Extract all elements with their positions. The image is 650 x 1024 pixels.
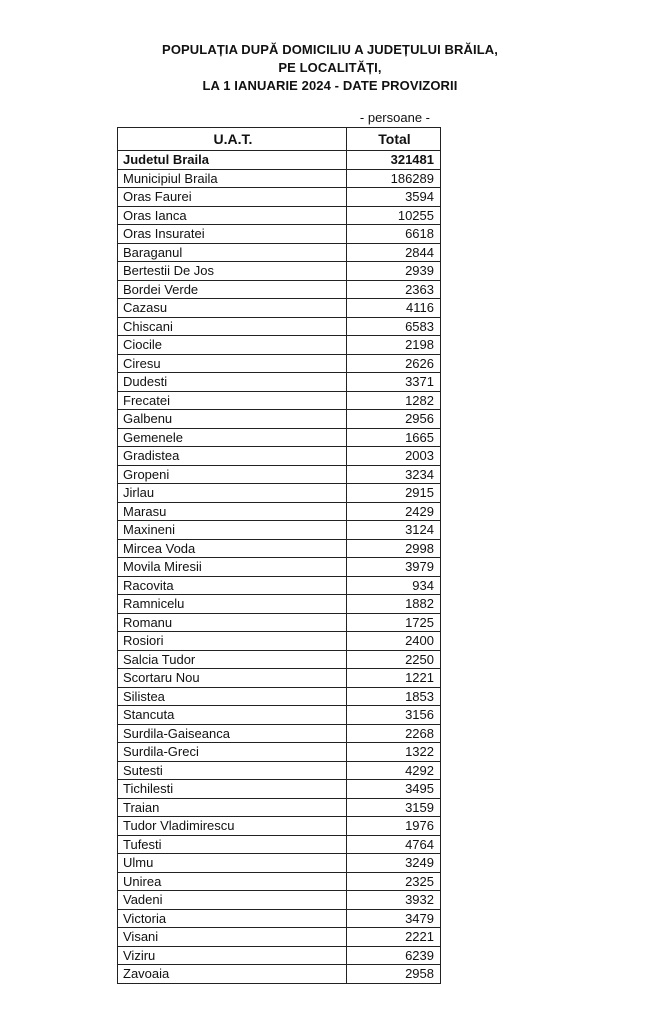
total-value-cell: 2626 <box>347 354 441 373</box>
total-value-cell: 2958 <box>347 965 441 984</box>
total-value-cell: 4292 <box>347 761 441 780</box>
table-row <box>118 891 441 910</box>
table-row <box>118 595 441 614</box>
total-value-cell: 2939 <box>347 262 441 281</box>
table-body <box>118 151 441 984</box>
table-row <box>118 299 441 318</box>
unit-note: - persoane - <box>359 110 430 125</box>
uat-name-cell: Gemenele <box>118 428 347 447</box>
total-value-cell: 3594 <box>347 188 441 207</box>
total-value-cell: 2325 <box>347 872 441 891</box>
header-total: Total <box>347 128 441 151</box>
table-row <box>118 373 441 392</box>
uat-name-cell: Unirea <box>118 872 347 891</box>
total-value-cell: 3479 <box>347 909 441 928</box>
table-row <box>118 336 441 355</box>
uat-name-cell: Racovita <box>118 576 347 595</box>
table-row <box>118 687 441 706</box>
uat-name-cell: Judetul Braila <box>118 151 347 170</box>
table-row <box>118 613 441 632</box>
total-value-cell: 3124 <box>347 521 441 540</box>
total-value-cell: 2221 <box>347 928 441 947</box>
total-value-cell: 2268 <box>347 724 441 743</box>
uat-name-cell: Stancuta <box>118 706 347 725</box>
uat-name-cell: Scortaru Nou <box>118 669 347 688</box>
population-table <box>117 127 441 984</box>
table-row <box>118 151 441 170</box>
uat-name-cell: Bordei Verde <box>118 280 347 299</box>
document-title-line-2: PE LOCALITĂȚI, <box>278 60 382 75</box>
total-value-cell: 1976 <box>347 817 441 836</box>
total-value-cell: 1725 <box>347 613 441 632</box>
uat-name-cell: Gradistea <box>118 447 347 466</box>
total-value-cell: 6239 <box>347 946 441 965</box>
table-row <box>118 761 441 780</box>
total-value-cell: 1853 <box>347 687 441 706</box>
table-row <box>118 669 441 688</box>
table-row <box>118 465 441 484</box>
table-row <box>118 965 441 984</box>
uat-name-cell: Silistea <box>118 687 347 706</box>
uat-name-cell: Salcia Tudor <box>118 650 347 669</box>
total-value-cell: 2400 <box>347 632 441 651</box>
table-row <box>118 817 441 836</box>
uat-name-cell: Surdila-Greci <box>118 743 347 762</box>
total-value-cell: 3371 <box>347 373 441 392</box>
total-value-cell: 3249 <box>347 854 441 873</box>
total-value-cell: 3234 <box>347 465 441 484</box>
total-value-cell: 2198 <box>347 336 441 355</box>
total-value-cell: 3932 <box>347 891 441 910</box>
table-row <box>118 558 441 577</box>
table-row <box>118 798 441 817</box>
table-row <box>118 484 441 503</box>
uat-name-cell: Ciocile <box>118 336 347 355</box>
table-row <box>118 632 441 651</box>
table-row <box>118 262 441 281</box>
uat-name-cell: Maxineni <box>118 521 347 540</box>
total-value-cell: 2250 <box>347 650 441 669</box>
table-row <box>118 206 441 225</box>
uat-name-cell: Chiscani <box>118 317 347 336</box>
uat-name-cell: Ciresu <box>118 354 347 373</box>
uat-name-cell: Baraganul <box>118 243 347 262</box>
table-row <box>118 854 441 873</box>
table-row <box>118 650 441 669</box>
uat-name-cell: Rosiori <box>118 632 347 651</box>
uat-name-cell: Surdila-Gaiseanca <box>118 724 347 743</box>
total-value-cell: 2363 <box>347 280 441 299</box>
uat-name-cell: Gropeni <box>118 465 347 484</box>
uat-name-cell: Oras Ianca <box>118 206 347 225</box>
uat-name-cell: Romanu <box>118 613 347 632</box>
table-row <box>118 946 441 965</box>
uat-name-cell: Frecatei <box>118 391 347 410</box>
table-row <box>118 872 441 891</box>
table-row <box>118 502 441 521</box>
uat-name-cell: Oras Insuratei <box>118 225 347 244</box>
table-header-row <box>118 128 441 151</box>
total-value-cell: 2003 <box>347 447 441 466</box>
table-row <box>118 169 441 188</box>
total-value-cell: 1882 <box>347 595 441 614</box>
header-uat: U.A.T. <box>118 128 347 151</box>
uat-name-cell: Movila Miresii <box>118 558 347 577</box>
total-value-cell: 2429 <box>347 502 441 521</box>
table-row <box>118 835 441 854</box>
uat-name-cell: Cazasu <box>118 299 347 318</box>
total-value-cell: 321481 <box>347 151 441 170</box>
document-title-line-1: POPULAȚIA DUPĂ DOMICILIU A JUDEȚULUI BRĂILA, <box>162 42 498 57</box>
uat-name-cell: Jirlau <box>118 484 347 503</box>
uat-name-cell: Vadeni <box>118 891 347 910</box>
uat-name-cell: Municipiul Braila <box>118 169 347 188</box>
total-value-cell: 2956 <box>347 410 441 429</box>
total-value-cell: 3495 <box>347 780 441 799</box>
total-value-cell: 2844 <box>347 243 441 262</box>
total-value-cell: 1221 <box>347 669 441 688</box>
table-row <box>118 391 441 410</box>
table-row <box>118 706 441 725</box>
total-value-cell: 6583 <box>347 317 441 336</box>
table-row <box>118 188 441 207</box>
uat-name-cell: Ulmu <box>118 854 347 873</box>
table-row <box>118 428 441 447</box>
uat-name-cell: Oras Faurei <box>118 188 347 207</box>
uat-name-cell: Galbenu <box>118 410 347 429</box>
total-value-cell: 186289 <box>347 169 441 188</box>
uat-name-cell: Tichilesti <box>118 780 347 799</box>
table-row <box>118 539 441 558</box>
uat-name-cell: Victoria <box>118 909 347 928</box>
uat-name-cell: Ramnicelu <box>118 595 347 614</box>
table-row <box>118 225 441 244</box>
uat-name-cell: Tufesti <box>118 835 347 854</box>
total-value-cell: 3159 <box>347 798 441 817</box>
total-value-cell: 2998 <box>347 539 441 558</box>
uat-name-cell: Dudesti <box>118 373 347 392</box>
total-value-cell: 6618 <box>347 225 441 244</box>
table-row <box>118 447 441 466</box>
total-value-cell: 3156 <box>347 706 441 725</box>
total-value-cell: 4116 <box>347 299 441 318</box>
table-row <box>118 780 441 799</box>
table-row <box>118 576 441 595</box>
table-row <box>118 743 441 762</box>
table-row <box>118 521 441 540</box>
total-value-cell: 4764 <box>347 835 441 854</box>
table-row <box>118 354 441 373</box>
total-value-cell: 1665 <box>347 428 441 447</box>
total-value-cell: 3979 <box>347 558 441 577</box>
uat-name-cell: Viziru <box>118 946 347 965</box>
table-row <box>118 724 441 743</box>
table-row <box>118 317 441 336</box>
table-row <box>118 928 441 947</box>
table-row <box>118 243 441 262</box>
total-value-cell: 1282 <box>347 391 441 410</box>
uat-name-cell: Mircea Voda <box>118 539 347 558</box>
table-row <box>118 280 441 299</box>
total-value-cell: 1322 <box>347 743 441 762</box>
uat-name-cell: Sutesti <box>118 761 347 780</box>
table-row <box>118 410 441 429</box>
total-value-cell: 934 <box>347 576 441 595</box>
table-row <box>118 909 441 928</box>
document-title-line-3: LA 1 IANUARIE 2024 - DATE PROVIZORII <box>202 78 458 93</box>
uat-name-cell: Zavoaia <box>118 965 347 984</box>
uat-name-cell: Tudor Vladimirescu <box>118 817 347 836</box>
uat-name-cell: Visani <box>118 928 347 947</box>
uat-name-cell: Traian <box>118 798 347 817</box>
total-value-cell: 10255 <box>347 206 441 225</box>
uat-name-cell: Bertestii De Jos <box>118 262 347 281</box>
total-value-cell: 2915 <box>347 484 441 503</box>
uat-name-cell: Marasu <box>118 502 347 521</box>
